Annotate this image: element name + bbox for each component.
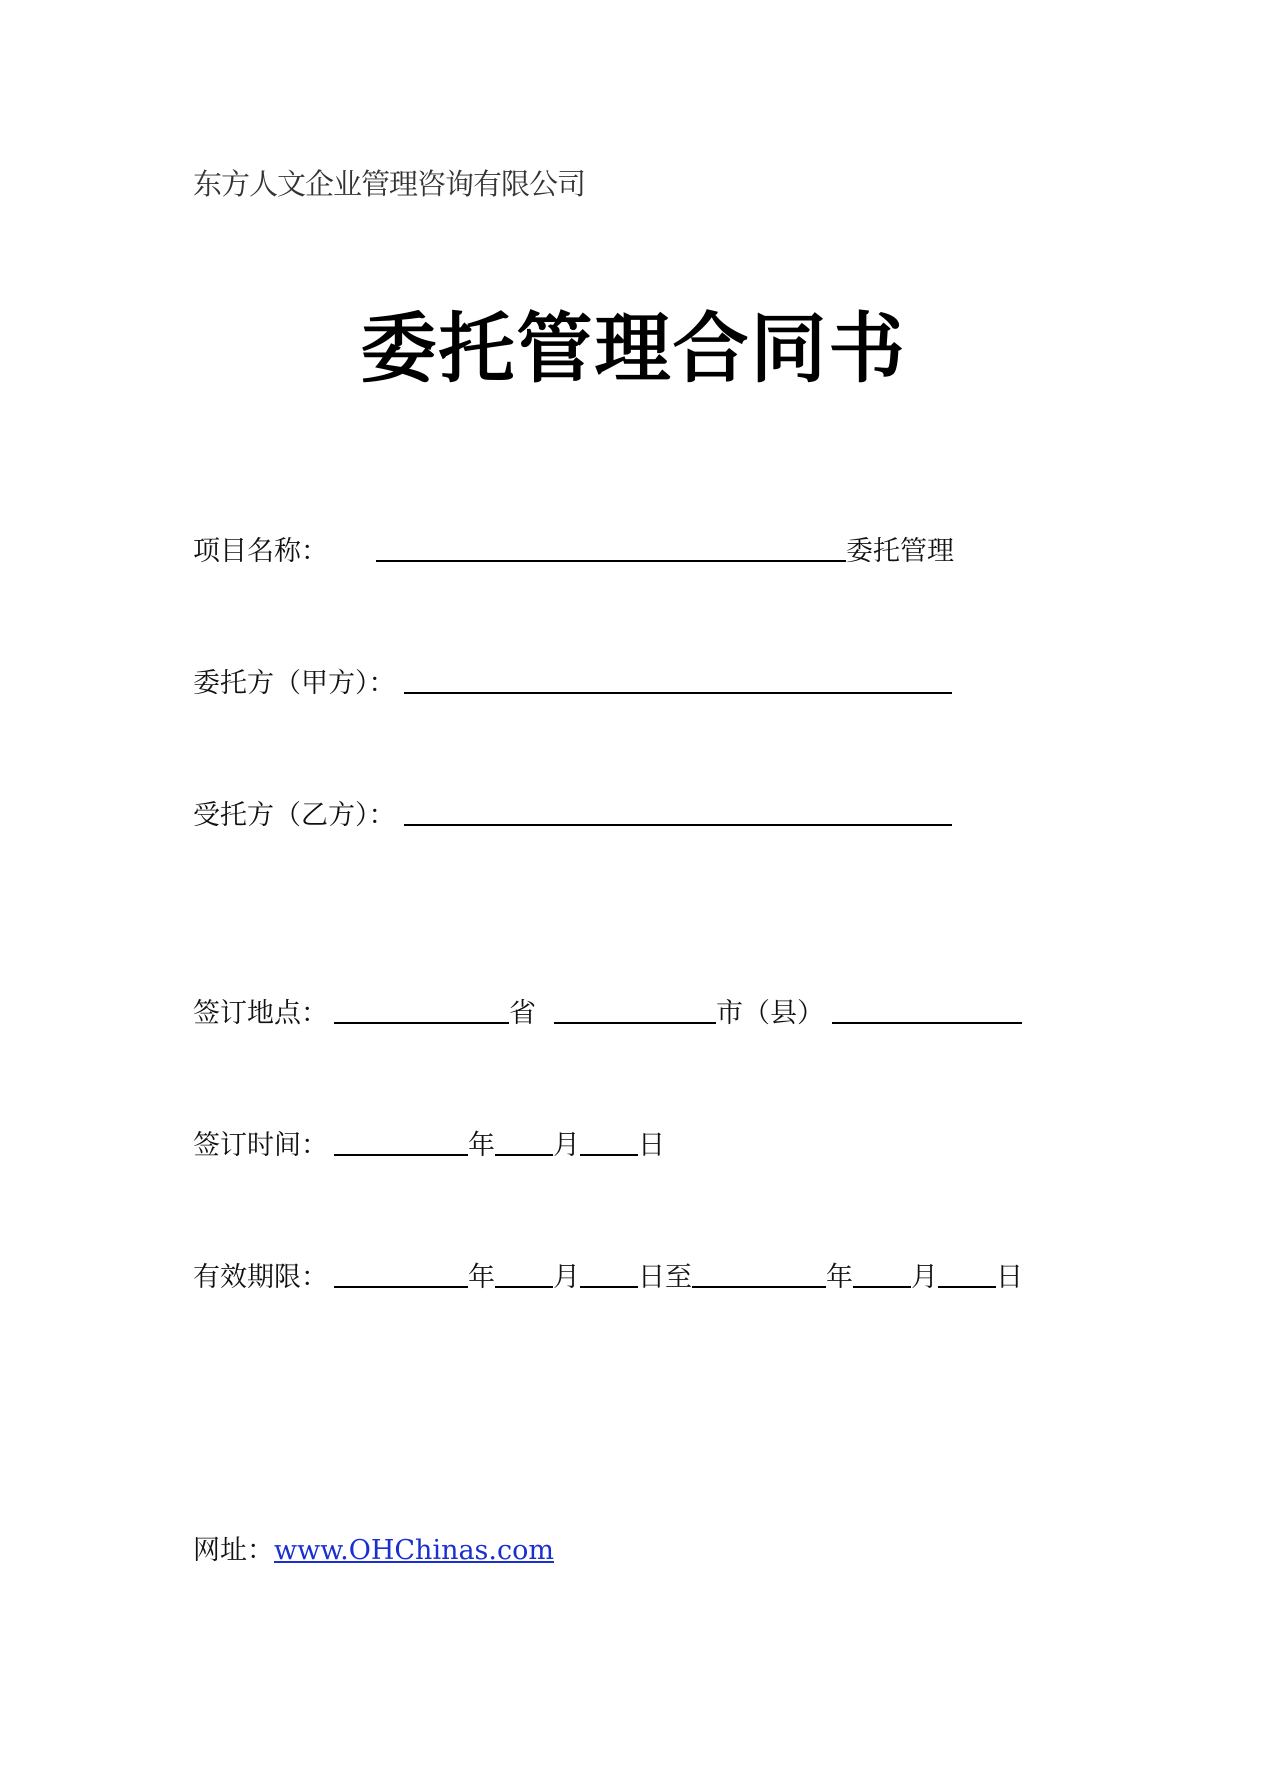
party-b-row [193, 792, 952, 832]
validity-end-year-blank[interactable] [692, 1285, 826, 1288]
county-blank[interactable] [832, 1021, 1022, 1024]
project-name-label: 项目名称： [193, 536, 328, 567]
province-label: 省 [509, 998, 536, 1029]
validity-start-month-blank[interactable] [495, 1285, 553, 1288]
city-blank[interactable] [554, 1021, 716, 1024]
validity-end-day-label: 日 [996, 1262, 1023, 1293]
signing-time-row [193, 1122, 665, 1162]
validity-start-month-label: 月 [553, 1262, 580, 1293]
signing-month-blank[interactable] [495, 1153, 553, 1156]
validity-end-day-blank[interactable] [938, 1285, 996, 1288]
signing-place-row [193, 990, 1022, 1030]
signing-day-blank[interactable] [580, 1153, 638, 1156]
validity-start-day-to-label: 日至 [638, 1262, 692, 1293]
validity-label: 有效期限： [193, 1262, 328, 1293]
project-name-blank[interactable] [376, 559, 846, 562]
province-blank[interactable] [334, 1021, 509, 1024]
company-name: 东方人文企业管理咨询有限公司 [193, 167, 586, 201]
party-b-blank[interactable] [404, 823, 952, 826]
project-name-suffix: 委托管理 [846, 536, 954, 567]
signing-place-label: 签订地点： [193, 998, 328, 1029]
validity-start-year-blank[interactable] [334, 1285, 468, 1288]
validity-end-year-label: 年 [826, 1262, 853, 1293]
validity-row [193, 1254, 1023, 1294]
party-a-blank[interactable] [404, 691, 952, 694]
signing-time-label: 签订时间： [193, 1130, 328, 1161]
signing-month-label: 月 [553, 1130, 580, 1161]
document-title: 委托管理合同书 [360, 304, 907, 393]
party-a-row [193, 660, 952, 700]
validity-end-month-blank[interactable] [853, 1285, 911, 1288]
city-label: 市（县） [716, 998, 824, 1029]
website-link[interactable]: www.OHChinas.com [274, 1535, 554, 1566]
signing-year-label: 年 [468, 1130, 495, 1161]
website-label: 网址： [193, 1535, 274, 1566]
website-row [193, 1528, 554, 1567]
party-b-label: 受托方（乙方）： [193, 800, 396, 831]
party-a-label: 委托方（甲方）： [193, 668, 396, 699]
validity-start-day-blank[interactable] [580, 1285, 638, 1288]
validity-start-year-label: 年 [468, 1262, 495, 1293]
validity-end-month-label: 月 [911, 1262, 938, 1293]
project-name-row [193, 528, 954, 568]
signing-year-blank[interactable] [334, 1153, 468, 1156]
signing-day-label: 日 [638, 1130, 665, 1161]
